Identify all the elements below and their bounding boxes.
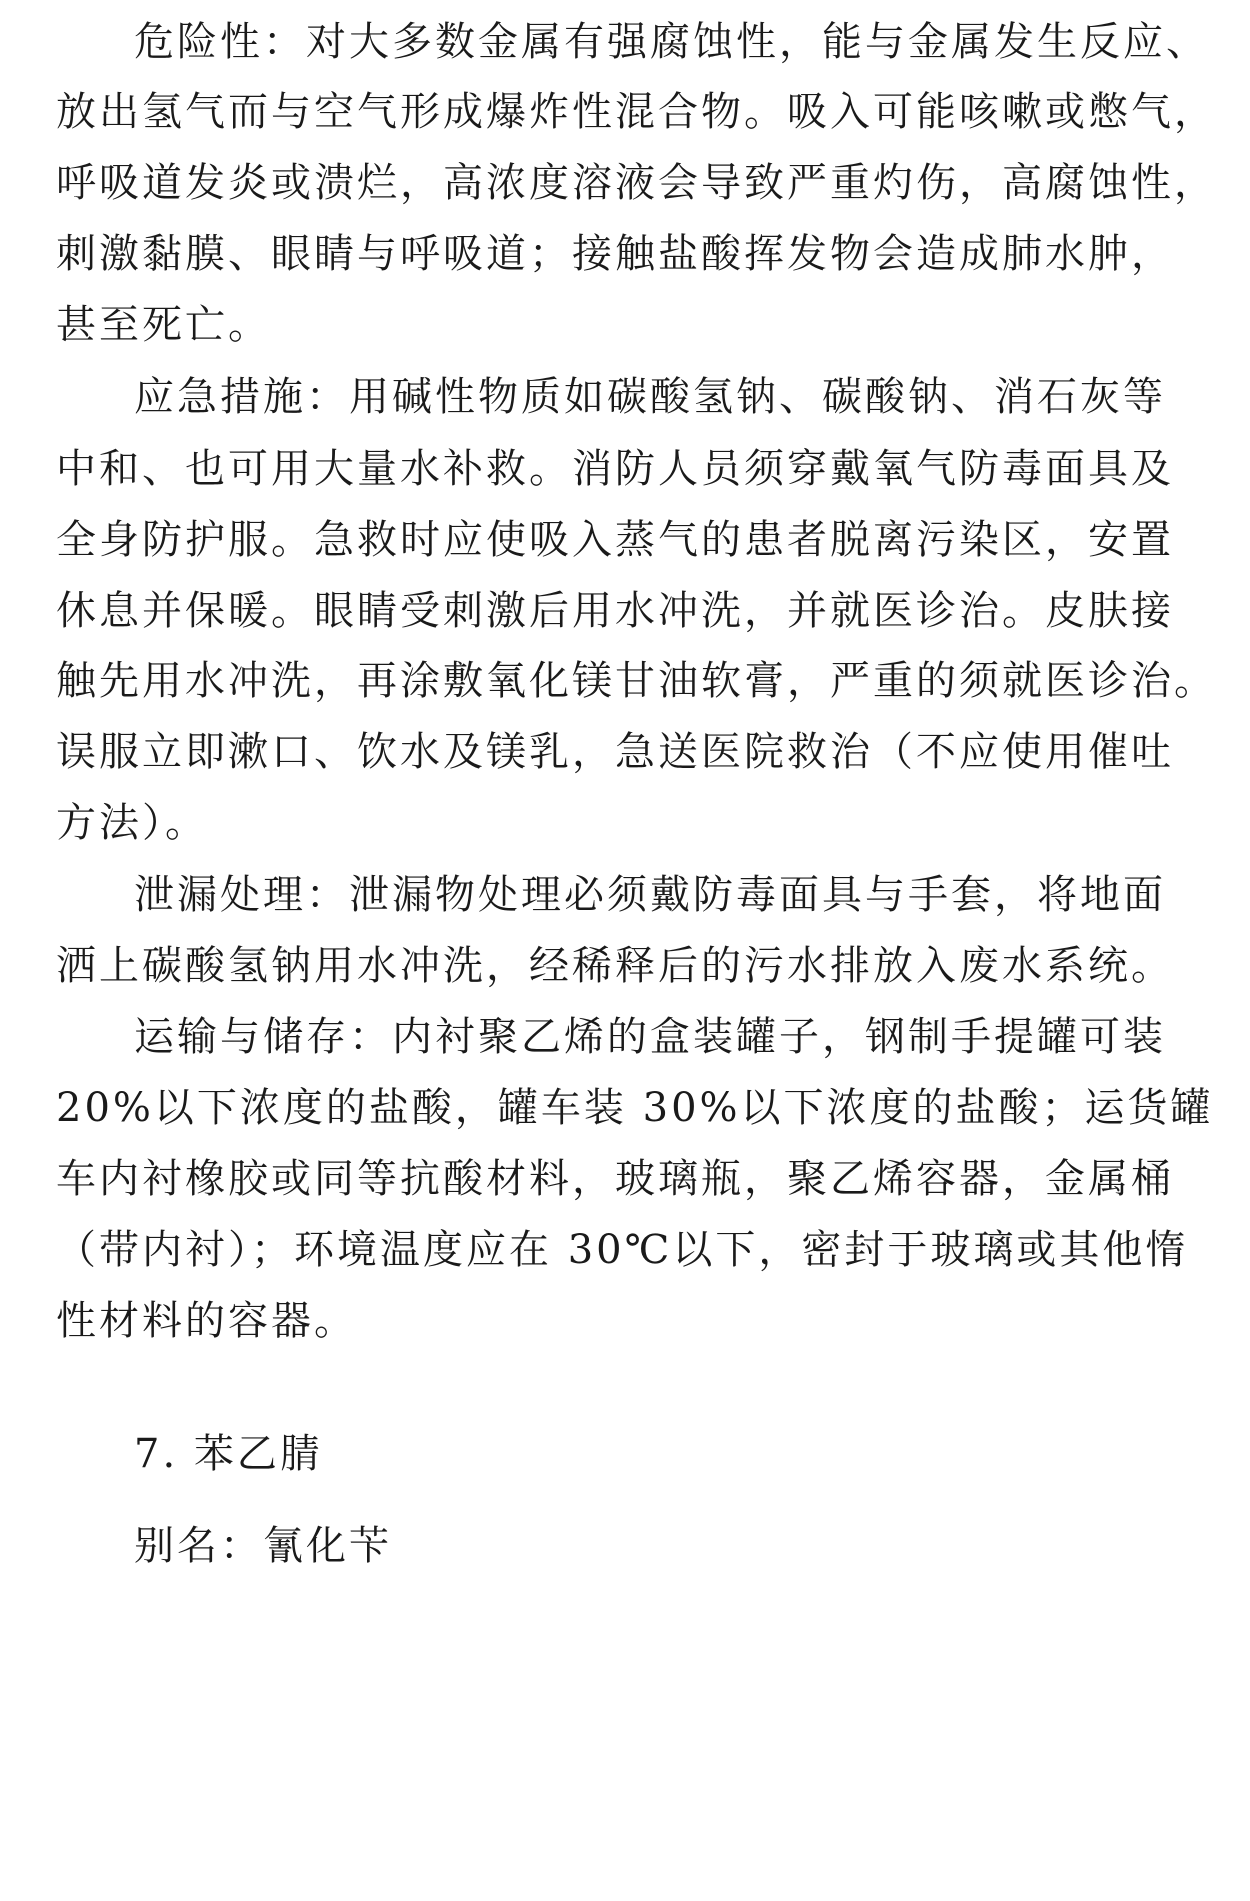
storage-line-3: 车内衬橡胶或同等抗酸材料，玻璃瓶，聚乙烯容器，金属桶 [56, 1156, 1174, 1202]
section-heading: 7. 苯乙腈 [134, 1431, 323, 1477]
leak-line-1: 泄漏处理：泄漏物处理必须戴防毒面具与手套，将地面 [134, 872, 1166, 918]
hazard-line-2: 放出氢气而与空气形成爆炸性混合物。吸入可能咳嗽或憋气， [56, 89, 1217, 135]
emergency-line-1: 应急措施：用碱性物质如碳酸氢钠、碳酸钠、消石灰等 [134, 374, 1166, 420]
storage-line-2: 20%以下浓度的盐酸，罐车装 30%以下浓度的盐酸；运货罐 [56, 1085, 1214, 1131]
emergency-line-4: 休息并保暖。眼睛受刺激后用水冲洗，并就医诊治。皮肤接 [56, 588, 1174, 634]
hazard-line-1: 危险性：对大多数金属有强腐蚀性，能与金属发生反应、 [134, 19, 1209, 65]
hazard-line-4: 刺激黏膜、眼睛与呼吸道；接触盐酸挥发物会造成肺水肿， [56, 231, 1174, 277]
emergency-line-2: 中和、也可用大量水补救。消防人员须穿戴氧气防毒面具及 [56, 446, 1174, 492]
emergency-line-6: 误服立即漱口、饮水及镁乳，急送医院救治（不应使用催吐 [56, 729, 1174, 775]
storage-line-5: 性材料的容器。 [56, 1298, 357, 1344]
alias-line: 别名：氰化苄 [134, 1523, 392, 1569]
emergency-line-5: 触先用水冲洗，再涂敷氧化镁甘油软膏，严重的须就医诊治。 [56, 658, 1217, 704]
leak-line-2: 洒上碳酸氢钠用水冲洗，经稀释后的污水排放入废水系统。 [56, 943, 1174, 989]
emergency-line-7: 方法）。 [56, 800, 208, 846]
emergency-line-3: 全身防护服。急救时应使吸入蒸气的患者脱离污染区，安置 [56, 517, 1174, 563]
storage-line-4: （带内衬）；环境温度应在 30℃以下，密封于玻璃或其他惰 [56, 1227, 1189, 1273]
hazard-line-5: 甚至死亡。 [56, 302, 271, 348]
hazard-line-3: 呼吸道发炎或溃烂，高浓度溶液会导致严重灼伤，高腐蚀性， [56, 160, 1217, 206]
storage-line-1: 运输与储存：内衬聚乙烯的盒装罐子，钢制手提罐可装 [134, 1014, 1166, 1060]
